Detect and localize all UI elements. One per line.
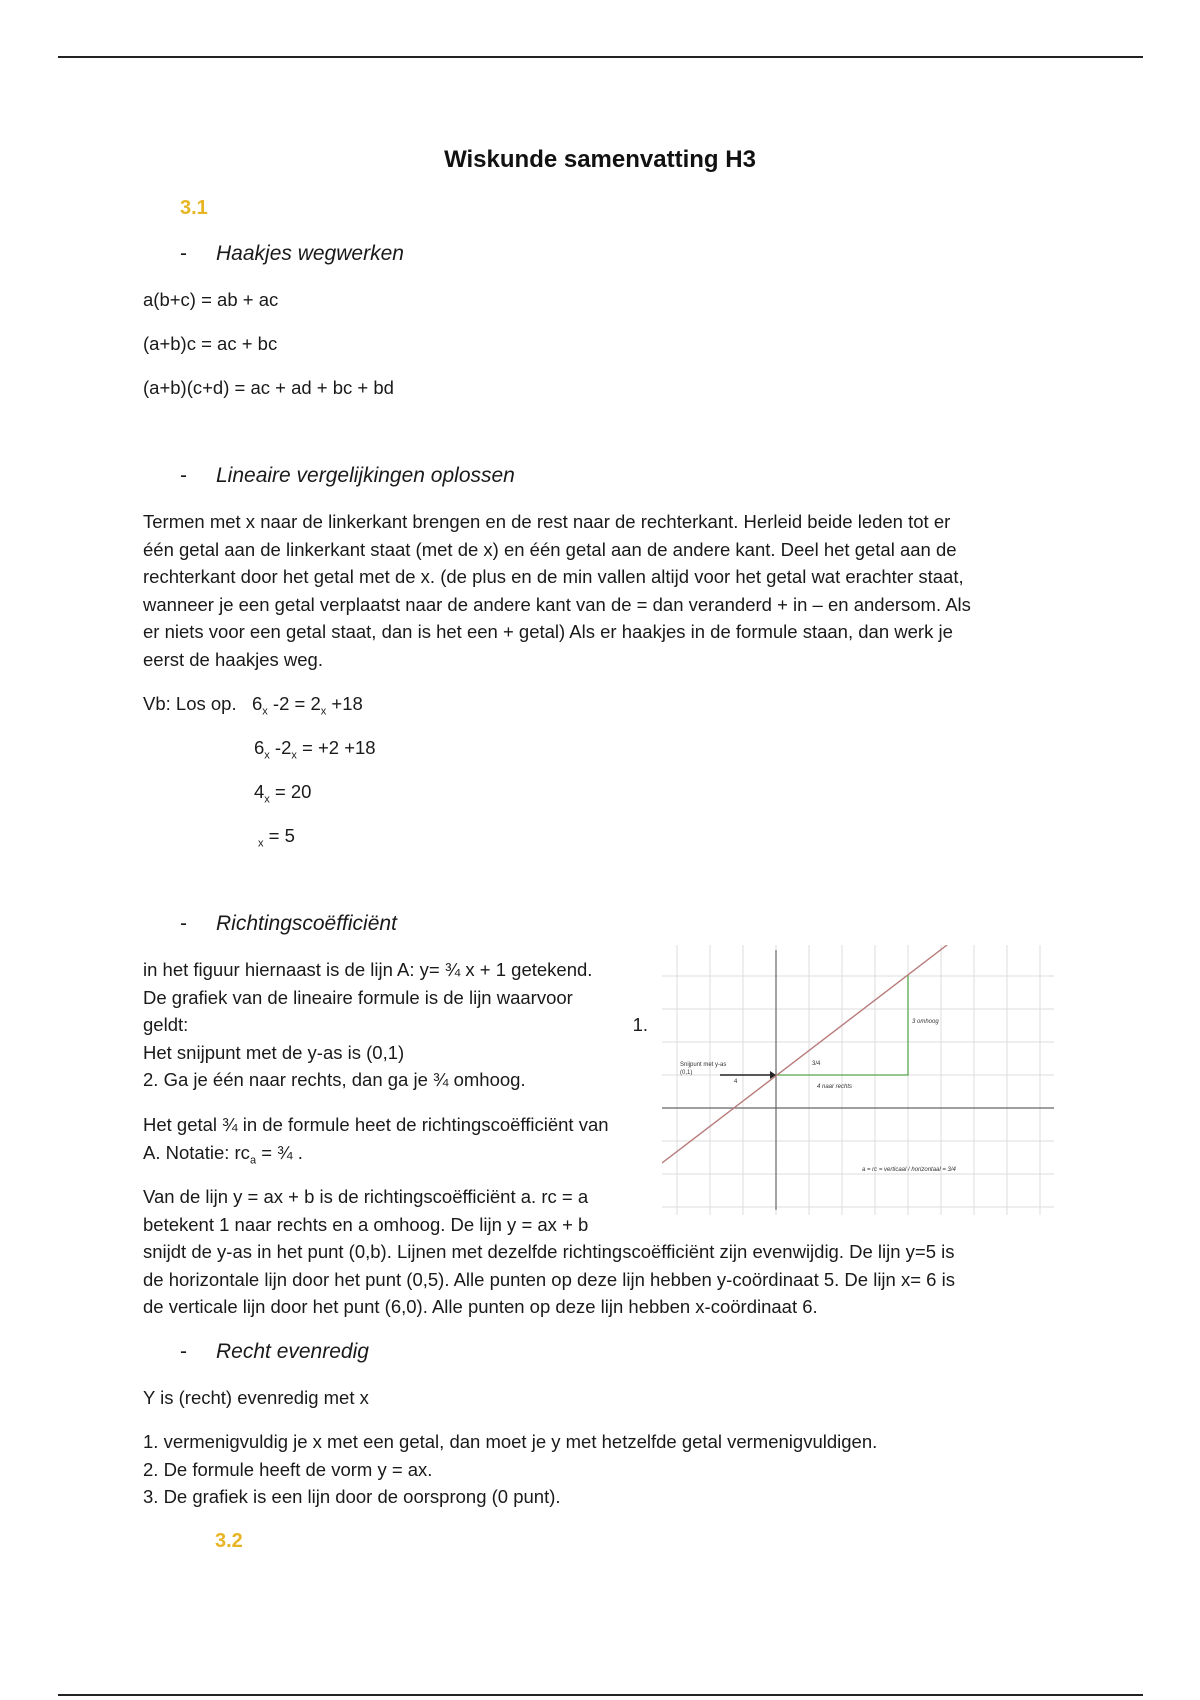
graph-grid	[662, 945, 1054, 1215]
subheading-richting: - Richtingscoëfficiënt	[180, 912, 397, 935]
evenredig-list	[143, 1428, 1063, 1511]
graph-label-rechts: 4 naar rechts	[817, 1084, 853, 1090]
graph-label-small: 3/4	[812, 1061, 821, 1067]
paragraph-lineair: Termen met x naar de linkerkant brengen en de rest naar de rechterkant. Herleid beide leden tot er één getal aan de linkerkant staat (met de x) en één getal aan de andere kant. Deel het getal aan de rechterkant door het getal met de x. (de plus en de min vallen altijd voor het getal wat erachter staat, wanneer je een getal verplaatst naar de andere kant van de = dan veranderd + in – en andersom. Als er niets voor een getal staat, dan is het een + getal) Als er haakjes in de formule staan, dan werk je eerst de haakjes weg.	[143, 511, 971, 670]
line-graph-figure	[662, 945, 1054, 1215]
formula-line: (a+b)c = ac + bc	[143, 333, 278, 354]
page-title: Wiskunde samenvatting H3	[444, 146, 756, 173]
line-a	[662, 945, 947, 1163]
graph-label-snijpunt-coord: (0,1)	[680, 1070, 693, 1076]
list-item: 2. De formule heeft de vorm y = ax.	[143, 1458, 433, 1480]
subheading-evenredig: - Recht evenredig	[180, 1340, 369, 1363]
section-heading-3-1: 3.1	[180, 197, 208, 219]
formula-line: a(b+c) = ab + ac	[143, 289, 279, 310]
list-item: 1. vermenigvuldig je x met een getal, dan moet je y met hetzelfde getal vermenigvuldigen.	[143, 1431, 878, 1452]
subheading-lineair: - Lineaire vergelijkingen oplossen	[180, 464, 515, 487]
section-heading-3-2: 3.2	[215, 1530, 243, 1552]
top-rule	[58, 56, 1143, 58]
graph-label-arrow: 4	[734, 1079, 738, 1085]
example-label: Vb: Los op.	[143, 693, 237, 714]
example-step: $_x$ = 5	[258, 825, 295, 850]
paragraph-richting-3: Van de lijn y = ax + b is de richtingscoëfficiënt a. rc = a betekent 1 naar rechts en a omhoog. De lijn y = ax + b snijdt de y-as in het punt (0,b). Lijnen met dezelfde richtingscoëfficiënt zijn evenwijdig. De lijn y=5 is de horizontale lijn door het punt (0,5). Alle punten op deze lijn hebben y-coördinaat 5. De lijn x= 6 is de verticale lijn door het punt (6,0). Alle punten op deze lijn hebben x-coördinaat 6.	[143, 1186, 955, 1317]
list-item: 3. De grafiek is een lijn door de oorsprong (0 punt).	[143, 1486, 561, 1507]
example-step: $6_x$ $-2_x = +2 +18$	[254, 737, 376, 762]
graph-label-rc: a = rc = verticaal / horizontaal = 3/4	[862, 1167, 956, 1173]
evenredig-intro: Y is (recht) evenredig met x	[143, 1387, 369, 1408]
paragraph-richting-2: Het getal ¾ in de formule heet de richtingscoëfficiënt van A. Notatie: $rc_a$ = ¾ .	[143, 1114, 609, 1167]
subheading-haakjes: - Haakjes wegwerken	[180, 242, 404, 265]
example-step: $4_x = 20$	[254, 781, 312, 806]
example-step: $6_x$ $-2 = 2_x +18$	[252, 693, 363, 718]
graph-label-snijpunt: Snijpunt met y-as	[680, 1062, 727, 1068]
paragraph-richting-1: in het figuur hiernaast is de lijn A: y= ¾ x + 1 getekend. De grafiek van de lineaire formule is de lijn waarvoor geldt: 1. Het snijpunt met de y-as is (0,1) 2. Ga je één naar rechts, dan ga je ¾ omhoog.	[143, 959, 648, 1090]
graph-label-omhoog: 3 omhoog	[912, 1019, 939, 1025]
bottom-rule	[58, 1694, 1143, 1696]
formula-line: (a+b)(c+d) = ac + ad + bc + bd	[143, 377, 394, 398]
